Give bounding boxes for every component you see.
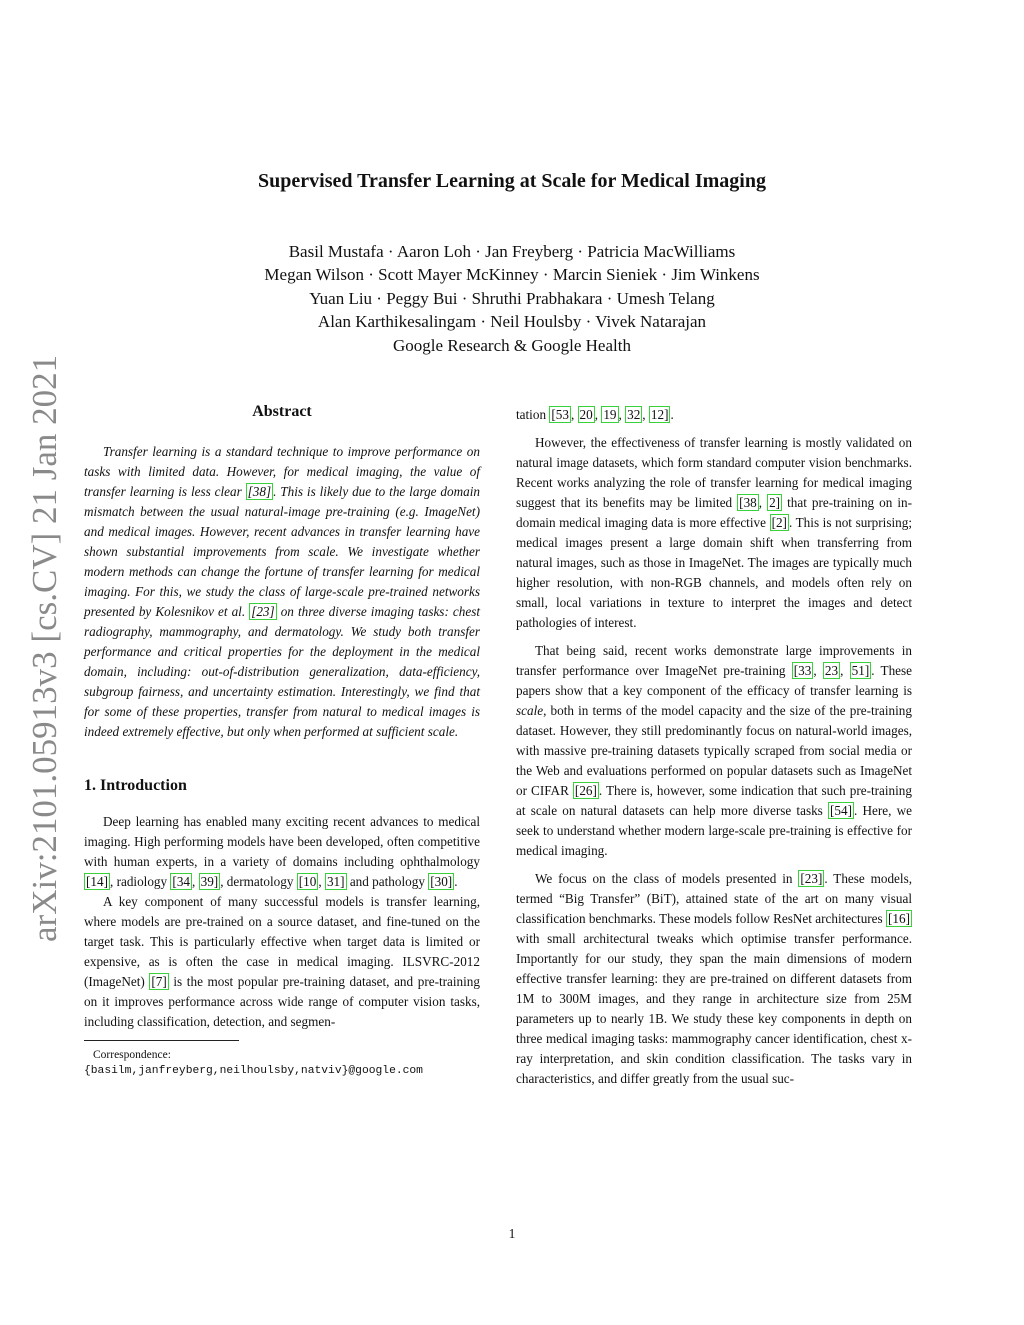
citation-link[interactable]: [7]: [151, 974, 167, 989]
author-line: Megan Wilson · Scott Mayer McKinney · Marcin Sieniek · Jim Winkens: [264, 265, 760, 285]
citation-link[interactable]: 51]: [851, 663, 870, 678]
affiliation: Google Research & Google Health: [393, 335, 631, 355]
intro-paragraph: A key component of many successful models is transfer learning, where models are pre-trained on a source dataset, and fine-tuned on the target task. This is particularly effective when target data is limited or expensive, as is often the case in medical imaging. ILSVRC-2012 (ImageNet) [7] is the most popular pre-training dataset, and pre-training on it improves performance across wide range of computer vision tasks, including classification, detection, and segmen-: [84, 894, 480, 1029]
citation-link[interactable]: [26]: [574, 783, 597, 798]
citation-link[interactable]: 2]: [769, 495, 781, 510]
footnote-divider: [84, 1040, 239, 1041]
citation-link[interactable]: [23]: [800, 871, 823, 886]
citation-link[interactable]: [34: [172, 874, 191, 889]
abstract-text: Transfer learning is a standard technique to improve performance on tasks with limited data. However, for medical imaging, the value of transfer learning is less clear [38] . This is likely due to the large domain mismatch between the usual natural-image pre-training (e.g. ImageNet) and medical images. However, recent advances in transfer learning have shown substantial improvements from scale. We investigate whether modern methods can change the fortune of transfer learning for medical imaging. For this, we study the class of large-scale pre-trained networks presented by Kolesnikov et al. [23] on three diverse imaging tasks: chest radiography, mammography, and dermatology. We study both transfer performance and critical properties for the deployment in the medical domain, including: out-of-distribution generalization, data-efficiency, subgroup fairness, and uncertainty estimation. Interestingly, we find that for some of these properties, transfer from natural to medical images is indeed extremely effective, but only when performed at sufficient scale.: [84, 444, 480, 739]
body-paragraph: However, the effectiveness of transfer learning is mostly validated on natural image datasets, which form standard computer vision benchmarks. Recent works analyzing the role of transfer learning for medical imaging suggest that its benefits may be limited [38 , 2] that pre-training on in-domain medical imaging data is more effective [2] . This is not surprising; medical images present a large domain shift when transferring from natural images, such as those in ImageNet. The images are typically much higher resolution, with non-RGB channels, and models often rely on small, local variations in texture to interpret the images and detect pathologies of interest.: [516, 435, 912, 630]
citation-link[interactable]: [54]: [830, 803, 852, 818]
citation-link[interactable]: [10: [298, 874, 317, 889]
citation-link[interactable]: 39]: [200, 874, 219, 889]
citation-link[interactable]: [38]: [247, 484, 272, 499]
citation-link[interactable]: [53: [551, 407, 569, 422]
abstract-heading: Abstract: [252, 403, 312, 420]
right-column: [516, 405, 912, 1089]
citation-link[interactable]: [23]: [251, 604, 275, 619]
section-heading-introduction: 1. Introduction: [84, 777, 187, 794]
author-line: Alan Karthikesalingam · Neil Houlsby · Vivek Natarajan: [317, 312, 707, 332]
author-line: Basil Mustafa · Aaron Loh · Jan Freyberg · Patricia MacWilliams: [288, 242, 736, 261]
citation-link[interactable]: 12]: [650, 407, 669, 422]
citation-link[interactable]: 19: [603, 407, 617, 422]
arxiv-stamp: arXiv:2101.05913v3 [cs.CV] 21 Jan 2021: [25, 354, 64, 942]
citation-link[interactable]: 23: [824, 663, 839, 678]
intro-paragraph: Deep learning has enabled many exciting recent advances to medical imaging. High performing models have been developed, often competitive with human experts, in a variety of domains including ophthalmology [14] , radiology [34 , 39] , dermatology [10 , 31] and pathology [30] .: [84, 814, 480, 889]
author-line: Yuan Liu · Peggy Bui · Shruthi Prabhakara · Umesh Telang: [309, 288, 715, 308]
citation-link[interactable]: 31]: [326, 874, 345, 889]
citation-link[interactable]: [38: [739, 495, 757, 510]
body-paragraph: We focus on the class of models presented in [23] . These models, termed “Big Transfer” (BiT), attained state of the art on many visual classification benchmarks. These models follow ResNet architectures [16] with small architectural tweaks which optimise transfer performance. Importantly for our study, they span the main dimensions of modern effective transfer learning: they are pre-trained on different datasets from 1M to 300M images, and they range in architecture size from 25M parameters up to nearly 1B. We study these key components in depth on three medical imaging tasks: mammography cancer identification, chest x-ray interpretation, and skin condition classification. The tasks vary in characteristics, and differ greatly from the usual suc-: [516, 871, 913, 1086]
continued-paragraph: tation [53 , 20 , 19 , 32 , 12] .: [516, 407, 674, 422]
body-paragraph: That being said, recent works demonstrate large improvements in transfer performance over ImageNet pre-training [33 , 23 , 51] . These papers show that a key component of the efficacy of transfer learning is scale, both in terms of the model capacity and the size of the pre-training dataset. However, they still predominantly focus on natural-world images, with massive pre-training datasets typically scraped from social media or the Web and evaluations performed on popular datasets such as ImageNet or CIFAR [26] . There is, however, some indication that such pre-training at scale on natural datasets can help more diverse tasks [54] . Here, we seek to understand whether modern large-scale pre-training is effective for medical imaging.: [516, 643, 913, 858]
left-column: [84, 400, 480, 1080]
paper-title: Supervised Transfer Learning at Scale for Medical Imaging: [258, 170, 766, 192]
citation-link[interactable]: [30]: [430, 874, 453, 889]
citation-link[interactable]: [33: [793, 663, 812, 678]
citation-link[interactable]: [2]: [771, 515, 787, 530]
citation-link[interactable]: 20: [579, 407, 593, 422]
citation-link[interactable]: 32: [627, 407, 641, 422]
footnote-label: Correspondence:: [93, 1049, 171, 1061]
page-number: 1: [508, 1226, 516, 1241]
citation-link[interactable]: [16]: [888, 911, 910, 926]
correspondence-emails[interactable]: {basilm,janfreyberg,neilhoulsby,natviv}@google.com: [84, 1065, 423, 1077]
citation-link[interactable]: [14]: [86, 874, 108, 889]
author-block: [0, 240, 1024, 357]
